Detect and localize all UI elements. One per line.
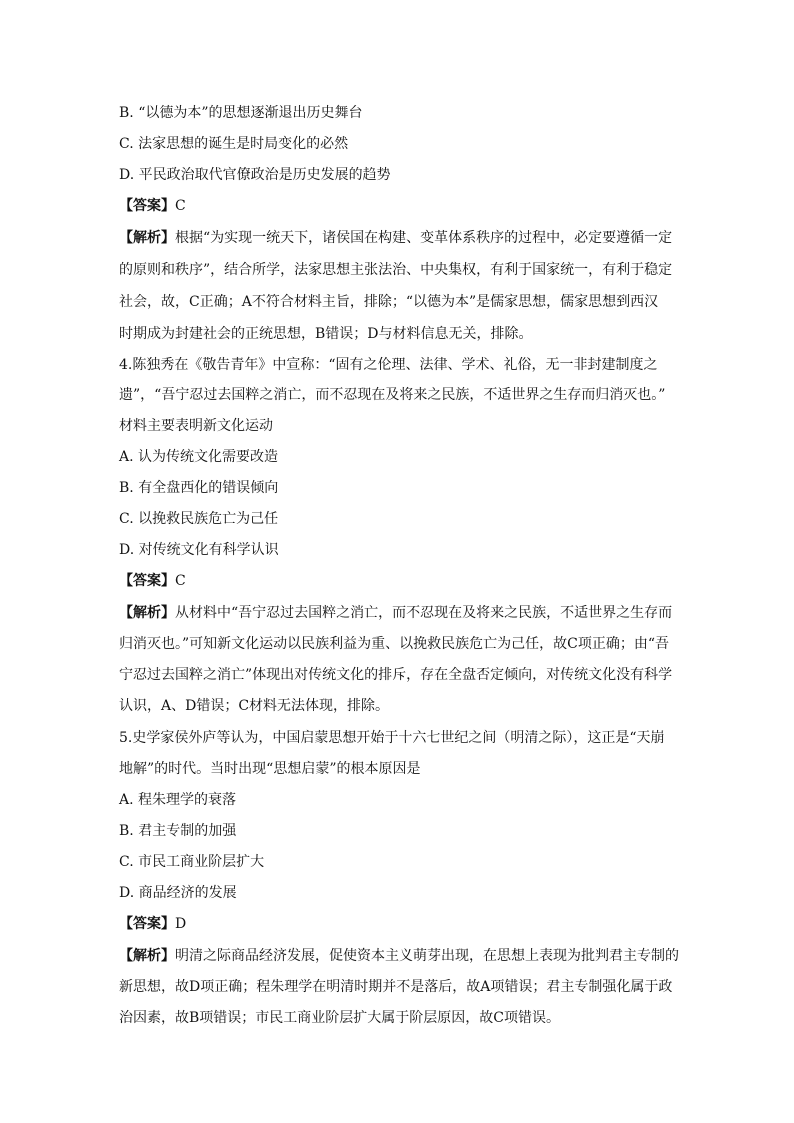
q4-stem-line-2: 遗”，“吾宁忍过去国粹之消亡，而不忍现在及将来之民族，不适世界之生存而归消灭也。”: [119, 387, 666, 403]
q3-explanation-line-1: [119, 228, 689, 248]
answer-tag: 【答案】: [119, 916, 175, 932]
q4-stem-line-1: 4.陈独秀在《敬告青年》中宣称：“固有之伦理、法律、学术、礼俗，无一非封建制度之: [119, 357, 658, 373]
explanation-tag: 【解析】: [119, 948, 175, 964]
q5-option-c: C. 市民工商业阶层扩大: [119, 854, 265, 870]
answer-value: C: [175, 573, 186, 589]
q4-stem-line-3: 材料主要表明新文化运动: [119, 418, 273, 434]
q3-explanation-line-4: 时期成为封建社会的正统思想，B错误；D与材料信息无关，排除。: [119, 326, 533, 342]
q5-explanation-line-1: [119, 946, 689, 966]
q3-option-c: C. 法家思想的诞生是时局变化的必然: [119, 136, 349, 152]
answer-tag: 【答案】: [119, 198, 175, 214]
q3-option-d: D. 平民政治取代官僚政治是历史发展的趋势: [119, 167, 391, 183]
q4-explanation-line-3: 宁忍过去国粹之消亡”体现出对传统文化的排斥，存在全盘否定倾向，对传统文化没有科学: [119, 667, 673, 683]
q3-explanation-line-2: 的原则和秩序”，结合所学，法家思想主张法治、中央集权，有利于国家统一，有利于稳定: [119, 262, 673, 278]
q5-option-a: A. 程朱理学的衰落: [119, 792, 237, 808]
q4-explanation-line-2: 归消灭也。”可知新文化运动以民族利益为重、以挽救民族危亡为己任，故C项正确；由“吾: [119, 636, 670, 652]
q5-explanation-line-2: 新思想，故D项正确；程朱理学在明清时期并不是落后，故A项错误；君主专制强化属于政: [119, 979, 673, 995]
q3-explanation-line-3: 社会，故，C正确；A不符合材料主旨，排除；“以德为本”是儒家思想，儒家思想到西汉: [119, 294, 659, 310]
q5-answer: [119, 914, 689, 934]
q5-option-b: B. 君主专制的加强: [119, 823, 237, 839]
q4-option-c: C. 以挽救民族危亡为己任: [119, 511, 279, 527]
q4-option-d: D. 对传统文化有科学认识: [119, 542, 279, 558]
answer-value: D: [175, 916, 187, 932]
q4-answer: [119, 571, 689, 591]
explanation-text: 从材料中“吾宁忍过去国粹之消亡，而不忍现在及将来之民族，不适世界之生存而: [175, 605, 673, 621]
q4-option-b: B. 有全盘西化的错误倾向: [119, 480, 279, 496]
explanation-tag: 【解析】: [119, 230, 175, 246]
q3-answer: [119, 196, 689, 216]
q4-explanation-line-4: 认识，A、D错误；C材料无法体现，排除。: [119, 698, 390, 714]
q4-option-a: A. 认为传统文化需要改造: [119, 449, 279, 465]
q5-option-d: D. 商品经济的发展: [119, 885, 237, 901]
q5-stem-line-1: 5.史学家侯外庐等认为，中国启蒙思想开始于十六七世纪之间（明清之际），这正是“天崩: [119, 730, 665, 746]
q5-stem-line-2: 地解”的时代。当时出现“思想启蒙”的根本原因是: [119, 761, 421, 777]
answer-tag: 【答案】: [119, 573, 175, 589]
q5-explanation-line-3: 治因素，故B项错误；市民工商业阶层扩大属于阶层原因，故C项错误。: [119, 1010, 560, 1026]
explanation-text: 明清之际商品经济发展，促使资本主义萌芽出现，在思想上表现为批判君主专制的: [175, 948, 679, 964]
q3-option-b: B. “以德为本”的思想逐渐退出历史舞台: [119, 105, 363, 121]
answer-value: C: [175, 198, 186, 214]
q4-explanation-line-1: [119, 603, 689, 623]
explanation-tag: 【解析】: [119, 605, 175, 621]
explanation-text: 根据“为实现一统天下，诸侯国在构建、变革体系秩序的过程中，必定要遵循一定: [175, 230, 673, 246]
